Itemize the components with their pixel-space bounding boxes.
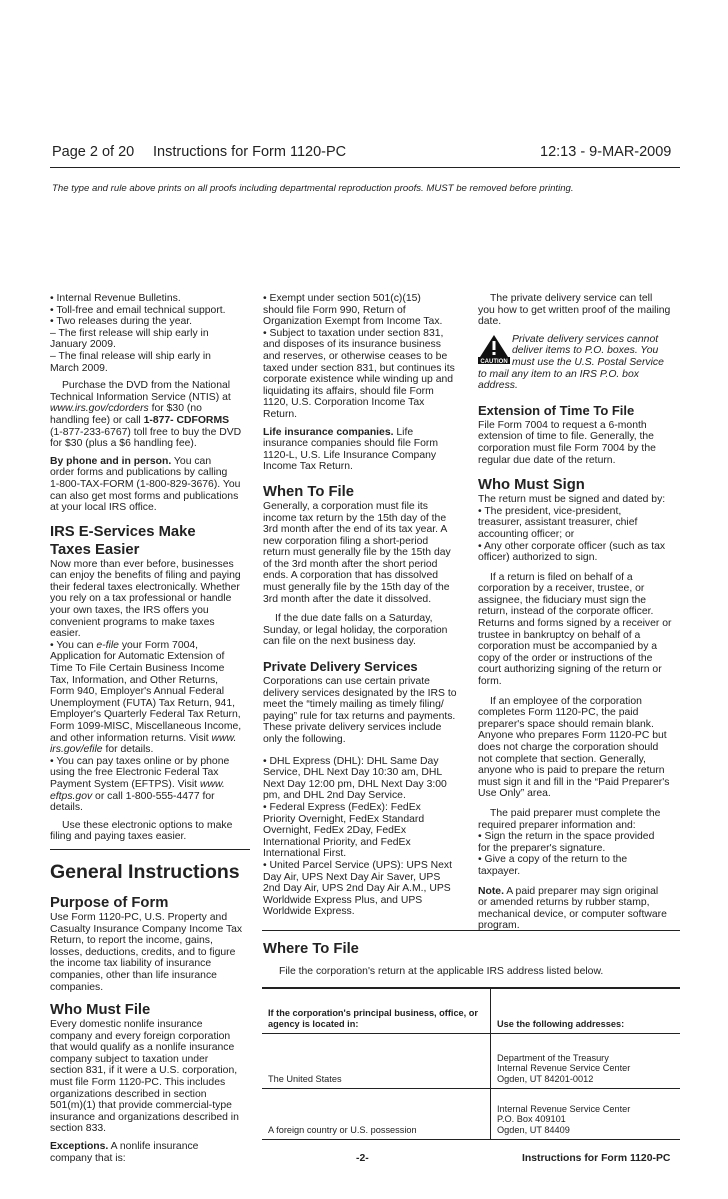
text-line: Technical Information Service (NTIS) at — [50, 391, 231, 403]
section-heading: General Instructions — [50, 860, 240, 883]
text-line: Unemployment (FUTA) Tax Return, 941, — [50, 697, 235, 709]
text-line — [50, 456, 250, 468]
text-line: If an employee of the corporation — [490, 695, 642, 707]
text-line — [50, 791, 250, 803]
text-line: address. — [478, 380, 518, 392]
text-line: liquidating its affairs, should file Form — [263, 385, 434, 397]
text-line: can enjoy the benefits of filing and paying — [50, 570, 241, 582]
text-line: pm, and DHL 2nd Day Service. — [263, 790, 406, 802]
text-line: program. — [478, 920, 520, 932]
text-line: delivery services designated by the IRS to — [263, 687, 457, 699]
text-line: section 833. — [50, 1123, 107, 1135]
text-fragment: and other information returns. Visit — [50, 732, 212, 744]
table-cell — [491, 1034, 681, 1089]
text-line: mechanical device, or computer software — [478, 908, 667, 920]
text-line — [50, 1141, 250, 1153]
text-line: Corporations can use certain private — [263, 676, 430, 688]
text-line: 1120, U.S. Corporation Income Tax — [263, 397, 425, 409]
text-line: • Any other corporate officer (such as tax — [478, 540, 666, 552]
text-line: Use these electronic options to make — [62, 819, 233, 831]
document-title: Instructions for Form 1120-PC — [153, 144, 347, 160]
text-line: date. — [478, 316, 502, 328]
text-line: Sunday, or legal holiday, the corporation — [263, 624, 448, 636]
text-line: easier. — [50, 628, 81, 640]
text-line: • Subject to taxation under section 831, — [263, 327, 444, 339]
text-line: can also get most forms and publications — [50, 490, 239, 502]
text-line — [50, 779, 250, 791]
text-line: Next Day 12:00 pm, DHL Next Day 3:00 — [263, 778, 447, 790]
text-line: should file Form 990, Return of — [263, 304, 406, 316]
section-rule — [262, 930, 680, 931]
text-line: International First. — [263, 848, 347, 860]
text-line: • Sign the return in the space provided — [478, 831, 655, 843]
text-line: order forms and publications by calling — [50, 467, 228, 479]
text-line: losses, deductions, credits, and to figure — [50, 946, 236, 958]
section-heading: Where To File — [263, 941, 359, 957]
text-line: Organization Exempt from Income Tax. — [263, 316, 443, 328]
text-fragment: A nonlife insurance — [108, 1141, 199, 1153]
section-heading: Extension of Time To File — [478, 402, 635, 418]
text-line: taxpayer. — [478, 865, 521, 877]
table-cell: A foreign country or U.S. possession — [262, 1089, 491, 1140]
text-line: you how to get written proof of the mailing — [478, 304, 671, 316]
table-header-cell: If the corporation's principal business, office, or agency is located in: — [262, 988, 491, 1034]
text-line: Every domestic nonlife insurance — [50, 1019, 203, 1031]
text-line: 501(m)(1) that provide commercial-type — [50, 1100, 232, 1112]
text-line: organizations described in section — [50, 1088, 207, 1100]
address-line: Ogden, UT 84409 — [497, 1125, 570, 1136]
text-line: their federal taxes electronically. Whether — [50, 581, 240, 593]
text-line: anyone who is paid to prepare the return — [478, 765, 665, 777]
text-line — [478, 886, 684, 898]
text-line: 1120-L, U.S. Life Insurance Company — [263, 449, 437, 461]
text-line: and disposes of its insurance business — [263, 339, 441, 351]
text-fragment: Payment System (EFTPS). Visit — [50, 778, 200, 790]
text-line: or amended returns by rubber stamp, — [478, 897, 650, 909]
text-line: Return, to report the income, gains, — [50, 935, 213, 947]
text-line: companies. — [50, 981, 104, 993]
text-line: new corporation filing a short-period — [263, 535, 429, 547]
text-line: Worldwide Express. — [263, 906, 355, 918]
text-line: convenient programs to make taxes — [50, 616, 215, 628]
table-row — [262, 1034, 680, 1089]
where-intro: File the corporation's return at the applicable IRS address listed below. — [279, 966, 604, 977]
text-line: must file Form 1120-PC. This includes — [50, 1077, 226, 1089]
text-line: assignee, the fiduciary must sign the — [478, 594, 647, 606]
text-line: your own taxes, the IRS offers you — [50, 605, 209, 617]
page-number: -2- — [356, 1153, 369, 1164]
text-line: ends. A corporation that has dissolved — [263, 570, 439, 582]
text-line: Use Only” area. — [478, 788, 551, 800]
link-text[interactable]: www. — [199, 778, 225, 790]
link-text[interactable]: irs.gov/efile — [50, 744, 103, 756]
address-line: Internal Revenue Service Center — [497, 1063, 631, 1074]
caution-box — [478, 334, 684, 369]
text-line: treasurer, assistant treasurer, chief — [478, 517, 638, 529]
text-line: details. — [50, 802, 83, 814]
section-heading: Private Delivery Services — [263, 659, 418, 675]
text-line: If the due date falls on a Saturday, — [275, 613, 433, 625]
bullet-line: – The final release will ship early in — [50, 350, 211, 362]
text-fragment: • You can — [50, 639, 97, 651]
text-line: officer) authorized to sign. — [478, 552, 598, 564]
caution-icon — [478, 334, 512, 368]
text-line: 1-800-TAX-FORM (1-800-829-3676). You — [50, 478, 241, 490]
text-line: If a return is filed on behalf of a — [490, 571, 633, 583]
text-line: (1-877-233-6767) toll free to buy the DVD — [50, 426, 242, 438]
text-line: does not charge the corporation should — [478, 742, 659, 753]
table-header-row — [262, 988, 680, 1034]
text-fragment: You can — [171, 455, 212, 467]
text-line: • Exempt under section 501(c)(15) — [263, 293, 421, 304]
table-cell: The United States — [262, 1034, 491, 1089]
section-heading: Who Must File — [50, 1002, 151, 1019]
text-line: taxed under section 831, but continues its — [263, 362, 455, 374]
text-fragment: A paid preparer may sign original — [503, 885, 659, 897]
text-line: you rely on a tax professional or handle — [50, 593, 232, 605]
text-line: File Form 7004 to request a 6-month — [478, 419, 647, 431]
text-line: using the free Electronic Federal Tax — [50, 767, 219, 779]
text-line: trustee in bankruptcy on behalf of a — [478, 629, 641, 641]
bullet-line: – The first release will ship early in — [50, 327, 209, 339]
text-line — [50, 403, 250, 415]
text-line: regular due date of the return. — [478, 454, 616, 466]
text-line: can file on the next business day. — [263, 636, 416, 648]
text-line: Overnight, FedEx 2Day, FedEx — [263, 825, 407, 837]
section-heading: Purpose of Form — [50, 894, 169, 911]
text-line: These private delivery services include — [263, 722, 442, 734]
text-line: Anyone who prepares Form 1120-PC but — [478, 730, 667, 742]
text-line: Worldwide Express Plus, and UPS — [263, 894, 423, 906]
table-header-cell: Use the following addresses: — [491, 988, 681, 1034]
address-line: Internal Revenue Service Center — [497, 1103, 631, 1114]
text-line: International Priority, and FedEx — [263, 836, 411, 848]
text-line: 3rd month after the date it dissolved. — [263, 593, 432, 605]
table-row — [262, 1089, 680, 1140]
text-line: • DHL Express (DHL): DHL Same Day — [263, 755, 439, 767]
text-line — [50, 640, 250, 652]
text-line: completes Form 1120-PC, the paid — [478, 707, 639, 719]
text-line: insurance and organizations described in — [50, 1111, 239, 1123]
text-line: at your local IRS office. — [50, 502, 157, 514]
run-in-heading: By phone and in person. — [50, 455, 172, 467]
text-fragment: your Form 7004, — [118, 639, 199, 651]
text-line: the income tax liability of insurance — [50, 958, 212, 970]
text-line: court authorizing signing of the return or — [478, 664, 662, 676]
text-line: not complete that section. Generally, — [478, 753, 646, 765]
text-line: only the following. — [263, 734, 346, 745]
run-in-heading: Exceptions. — [50, 1141, 109, 1153]
text-line: deliver items to P.O. boxes. You — [512, 345, 659, 357]
text-line: copy of the order or instructions of the — [478, 652, 653, 664]
address-line: Ogden, UT 84201-0012 — [497, 1074, 594, 1085]
text-line: • Give a copy of the return to the — [478, 854, 628, 866]
text-line: must generally file by the 15th day of the — [263, 582, 450, 594]
address-line: P.O. Box 409101 — [497, 1114, 566, 1125]
column-middle — [263, 293, 473, 918]
text-line: Returns and forms signed by a receiver or — [478, 618, 672, 630]
text-line: • United Parcel Service (UPS): UPS Next — [263, 859, 452, 871]
text-line: insurance companies should file Form — [263, 438, 438, 450]
text-line: company subject to taxation under — [50, 1053, 209, 1065]
text-line: corporation must file Form 7004 by the — [478, 442, 656, 454]
text-line: Tax, Information, and Other Returns, — [50, 674, 219, 686]
text-line: Private delivery services cannot — [512, 333, 659, 345]
text-line: must sign it and fill in the “Paid Preparer's — [478, 776, 670, 788]
text-line: meet the “timely mailing as timely filing/ — [263, 699, 444, 711]
text-line: company and every foreign corporation — [50, 1030, 231, 1042]
text-line: Application for Automatic Extension of — [50, 651, 225, 663]
text-line: accounting officer; or — [478, 528, 575, 540]
section-heading: Who Must Sign — [478, 477, 585, 494]
text-line: Casualty Insurance Company Income Tax — [50, 923, 243, 935]
text-line: of the 3rd month after the short period — [263, 558, 438, 570]
text-line: • The president, vice-president, — [478, 505, 622, 517]
text-line: corporation by a receiver, trustee, or — [478, 583, 645, 595]
text-fragment: e-file — [96, 639, 119, 651]
text-line: section 831, if it were a U.S. corporation, — [50, 1065, 238, 1077]
text-line: Purchase the DVD from the National — [62, 380, 231, 392]
text-line: The return must be signed and dated by: — [478, 494, 666, 506]
address-table — [262, 987, 680, 1140]
footer-title: Instructions for Form 1120-PC — [522, 1153, 671, 1164]
text-line: paying” rule for tax returns and payments. — [263, 710, 456, 722]
text-fragment: Life — [393, 426, 414, 438]
proof-note: The type and rule above prints on all proofs including departmental reproduction proofs. MUST be removed before printing. — [52, 183, 574, 194]
section-rule — [50, 843, 250, 850]
text-line: Income Tax Return. — [263, 461, 353, 473]
text-line: preparer's space should remain blank. — [478, 718, 654, 730]
bullet-line: • Two releases during the year. — [50, 316, 193, 328]
text-line: extension of time to file. Generally, the — [478, 431, 654, 443]
column-left — [50, 293, 250, 1164]
text-line: company that is: — [50, 1152, 126, 1164]
table-cell — [491, 1089, 681, 1140]
run-in-heading: Life insurance companies. — [263, 426, 394, 438]
text-fragment: for $30 (no — [148, 403, 202, 415]
link-text[interactable]: www. — [211, 732, 237, 744]
text-line: to mail any item to an IRS P.O. box — [478, 368, 639, 380]
text-line: companies, other than life insurance — [50, 969, 217, 981]
text-line: Return. — [263, 408, 298, 420]
text-line: Employer's Quarterly Federal Tax Return, — [50, 709, 241, 721]
page-label: Page 2 of 20 — [52, 144, 135, 160]
bullet-line: January 2009. — [50, 339, 116, 351]
text-line: Form 1099-MISC, Miscellaneous Income, — [50, 721, 242, 732]
header-rule — [50, 167, 680, 168]
text-line: 2nd Day Air, UPS 2nd Day Air A.M., UPS — [263, 883, 451, 895]
text-line: Time To File Certain Business Income — [50, 663, 225, 675]
text-line: Service, DHL Next Day 10:30 am, DHL — [263, 767, 443, 779]
section-heading: Taxes Easier — [50, 541, 140, 558]
text-line: must use the U.S. Postal Service — [512, 356, 664, 368]
text-line: • Federal Express (FedEx): FedEx — [263, 801, 421, 813]
text-line: The paid preparer must complete the — [490, 807, 661, 819]
text-fragment: for details. — [102, 744, 154, 756]
text-line: corporate existence while winding up and — [263, 374, 454, 386]
text-line: • You can pay taxes online or by phone — [50, 755, 230, 767]
timestamp: 12:13 - 9-MAR-2009 — [540, 144, 672, 160]
text-line: for $30 (plus a $6 handling fee). — [50, 438, 197, 450]
bullet-line: • Toll-free and email technical support. — [50, 304, 226, 316]
column-right — [478, 293, 684, 932]
phone-number: 1-877- CDFORMS — [143, 414, 230, 426]
link-text[interactable]: www.irs.gov/cdorders — [50, 403, 149, 415]
text-fragment: or call 1-800-555-4477 for — [92, 790, 215, 802]
bullet-line: March 2009. — [50, 362, 108, 374]
text-line: form. — [478, 676, 502, 688]
text-line: and reserves, or otherwise ceases to be — [263, 350, 448, 362]
text-line: filing and paying taxes easier. — [50, 831, 187, 843]
text-fragment: handling fee) or call — [50, 414, 144, 426]
text-line: Day Air, UPS Next Day Air Saver, UPS — [263, 871, 441, 883]
section-heading: IRS E-Services Make — [50, 523, 196, 540]
text-line — [50, 744, 250, 756]
text-line — [50, 733, 250, 745]
text-line: return must generally file by the 15th day — [263, 547, 451, 559]
text-line — [50, 415, 250, 427]
text-line: required preparer information and: — [478, 819, 636, 831]
text-line: income tax return by the 15th day of the — [263, 512, 447, 524]
text-line: Use Form 1120-PC, U.S. Property and — [50, 911, 228, 923]
text-line: 3rd month after the end of its tax year. A — [263, 524, 448, 536]
caution-label: CAUTION — [480, 358, 508, 364]
text-line: Priority Overnight, FedEx Standard — [263, 813, 425, 825]
bullet-line: • Internal Revenue Bulletins. — [50, 293, 181, 304]
text-line: for the preparer's signature. — [478, 842, 606, 854]
text-line: Now more than ever before, businesses — [50, 558, 234, 570]
section-heading: When To File — [263, 483, 354, 500]
text-line — [263, 427, 473, 439]
address-line: Department of the Treasury — [497, 1052, 609, 1063]
link-text[interactable]: eftps.gov — [50, 790, 93, 802]
text-line: corporation must be accompanied by a — [478, 641, 658, 653]
text-line: that would qualify as a nonlife insurance — [50, 1042, 235, 1054]
text-line: Generally, a corporation must file its — [263, 500, 428, 512]
text-line: Form 940, Employer's Annual Federal — [50, 686, 225, 698]
run-in-heading: Note. — [478, 885, 504, 897]
text-line: The private delivery service can tell — [490, 293, 653, 304]
text-line: return, instead of the corporate officer. — [478, 606, 654, 618]
